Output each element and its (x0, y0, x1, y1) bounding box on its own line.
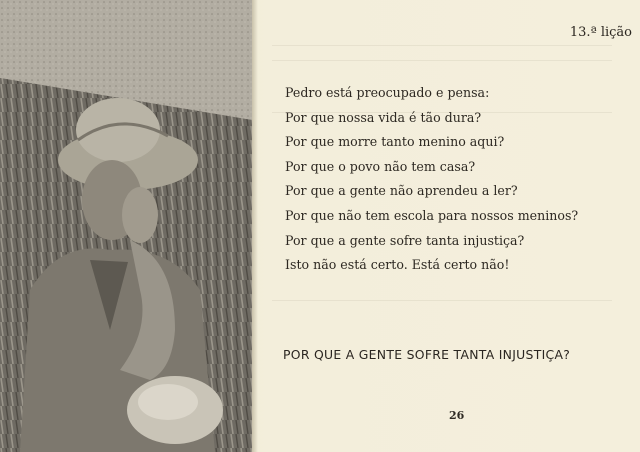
lesson-number: 13.ª lição (569, 25, 632, 40)
poem-line: Pedro está preocupado e pensa: (285, 85, 490, 100)
bleed-through-line (272, 300, 612, 301)
poem-text (285, 81, 625, 278)
headline-question: POR QUE A GENTE SOFRE TANTA INJUSTIÇA? (283, 347, 571, 362)
poem-line: Por que a gente sofre tanta injustiça? (285, 232, 525, 248)
poem-line: Por que a gente não aprendeu a ler? (285, 183, 518, 199)
bleed-through-line (272, 45, 612, 46)
poem-line: Isto não está certo. Está certo não! (285, 257, 510, 273)
page-gutter (252, 0, 258, 452)
poem-line: Por que morre tanto menino aqui? (285, 134, 505, 150)
poem-line: Por que não tem escola para nossos meninos? (285, 207, 579, 223)
page-number: 26 (449, 409, 465, 422)
bleed-through-line (272, 60, 612, 61)
photo-pensive-man (0, 0, 252, 452)
photo-illustration (0, 0, 252, 452)
poem-line: Por que o povo não tem casa? (285, 158, 476, 174)
poem-line: Por que nossa vida é tão dura? (285, 109, 482, 125)
